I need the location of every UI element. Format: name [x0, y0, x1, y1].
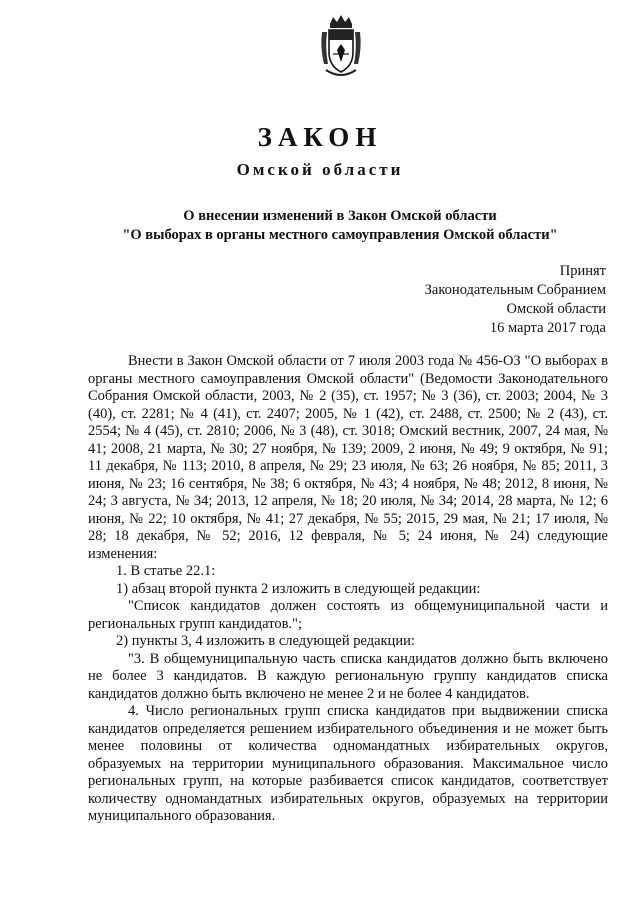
item-1: 1. В статье 22.1: — [116, 563, 216, 579]
point-3-paragraph: "3. В общемуниципальную часть списка кандидатов должно быть включено не более 3 кандидатов. В каждую региональную группу кандидатов списка кандидатов должно быть включено не менее 2 и не более 4 кандидатов. — [88, 650, 608, 702]
quote-1: "Список кандидатов должен состоять из общемуниципальной части и региональных групп кандидатов."; — [88, 598, 608, 632]
item-1-1: 1) абзац второй пункта 2 изложить в следующей редакции: — [116, 580, 481, 597]
document-title: ЗАКОН — [257, 122, 383, 152]
adopted-date: 16 марта 2017 года — [489, 320, 606, 336]
intro-paragraph: Внести в Закон Омской области от 7 июля 2003 года № 456-ОЗ "О выборах в органы местного самоуправления Омской области" (Ведомости Законодательного Собрания Омской области, 2003, № 2 (35), ст. 1957; № 3 (36), ст. 2003; 2004, № 3 (40), ст. 2281; № 4 (41), ст. 2407; 2005, № 1 (42), ст. 2488, ст. 2500; № 2 (43), ст. 2554; № 4 (45), ст. 2810; 2006, № 3 (48), ст. 3018; Омский вестник, 2007, 24 мая, № 41; 2008, 21 марта, № 30; 27 ноября, № 139; 2009, 2 июня, № 49; 9 октября, № 91; 11 декабря, № 113; 2010, 8 апреля, № 29; 23 июля, № 63; 26 ноября, № 85; 2011, 3 июня, № 23; 16 сентября, № 38; 6 октября, № 43; 4 ноября, № 48; 2012, 8 июня, № 24; 3 августа, № 34; 2013, 12 апреля, № 18; 20 июля, № 34; 2014, 28 марта, № 12; 6 июня, № 22; 10 октября, № 41; 27 декабря, № 55; 2015, 29 мая, № 21; 17 июля, № 28; 18 декабря, № 52; 2016, 12 февраля, № 5; 24 июня, № 24) следующие изменения: — [88, 353, 608, 562]
point-4-paragraph: 4. Число региональных групп списка кандидатов при выдвижении списка кандидатов определяется решением избирательного объединения и не может быть менее половины от количества одномандатных избирательных округов, образуемых на территории муниципального образования. Максимальное число региональных групп, на которые разбивается список кандидатов, соответствует количеству одномандатных избирательных округов, образуемых на территории муниципального образования. — [88, 703, 608, 824]
document-subtitle: Омской области — [236, 160, 404, 179]
adopted-line-2: Законодательным Собранием — [424, 282, 606, 298]
document-body — [88, 353, 608, 826]
coat-of-arms-icon — [318, 14, 364, 80]
adopted-line-3: Омской области — [506, 301, 606, 317]
law-heading-line-2: "О выборах в органы местного самоуправления Омской области" — [122, 227, 558, 243]
law-heading-line-1: О внесении изменений в Закон Омской области — [183, 208, 497, 224]
item-1-2: 2) пункты 3, 4 изложить в следующей редакции: — [116, 633, 415, 649]
adopted-line-1: Принят — [559, 263, 606, 279]
